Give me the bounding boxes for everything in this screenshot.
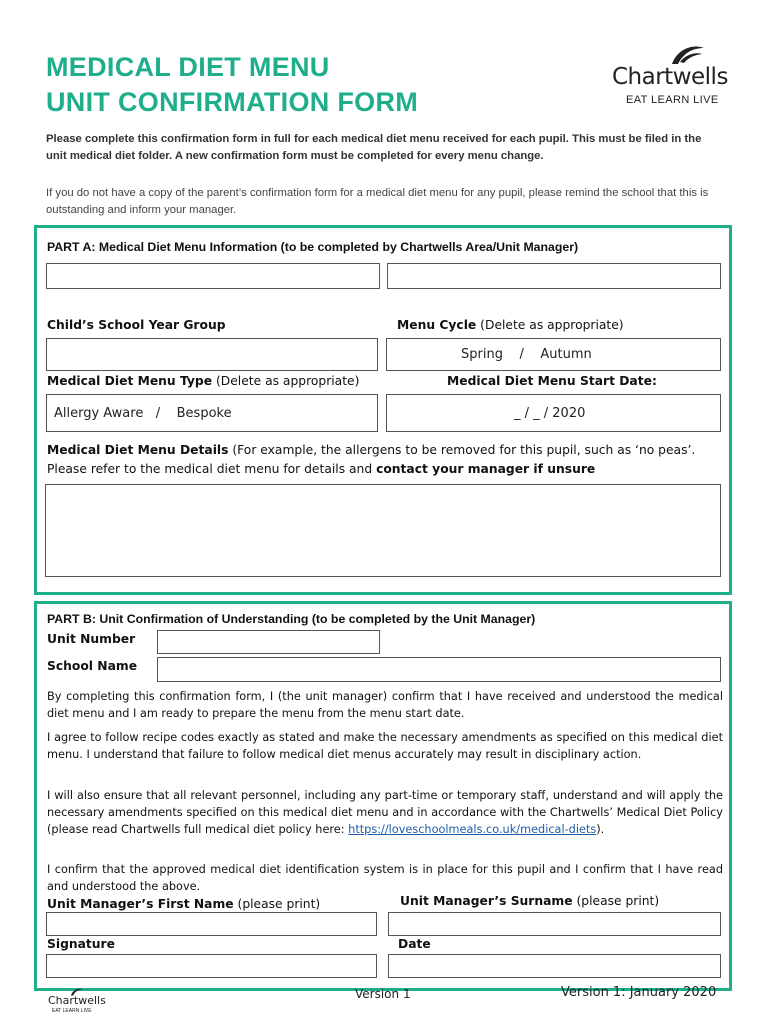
unit-number-field[interactable] bbox=[157, 630, 380, 654]
surname-label: Unit Manager’s Surname (please print) bbox=[400, 894, 660, 908]
part-a-heading: PART A: Medical Diet Menu Information (to be completed by Chartwells Area/Unit Manager) bbox=[47, 240, 579, 254]
medical-diets-link[interactable]: https://loveschoolmeals.co.uk/medical-diets bbox=[348, 823, 597, 836]
confirmation-paragraph-4: I confirm that the approved medical diet identification system is in place for this pupil and I confirm that I have read and understood the above. bbox=[47, 863, 723, 893]
school-name-field[interactable] bbox=[157, 657, 721, 682]
menu-cycle-options: Spring / Autumn bbox=[461, 347, 592, 362]
start-date-value: _ / _ / 2020 bbox=[514, 406, 586, 421]
start-date-label: Medical Diet Menu Start Date: bbox=[447, 374, 657, 388]
part-b-heading: PART B: Unit Confirmation of Understanding (to be completed by the Unit Manager) bbox=[47, 612, 536, 626]
menu-details-label: Medical Diet Menu Details (For example, the allergens to be removed for this pupil, such as ‘no peas’. Please refer to the medical diet menu for details and contact your manager if unsure bbox=[47, 443, 696, 476]
logo-wordmark: Chartwells bbox=[612, 64, 728, 90]
confirmation-paragraph-2: I agree to follow recipe codes exactly as stated and make the necessary amendments as specified on this medical diet menu. I understand that failure to follow medical diet menus accurately may result in disciplinary action. bbox=[47, 731, 723, 761]
menu-type-label: Medical Diet Menu Type (Delete as appropriate) bbox=[47, 374, 360, 388]
menu-details-field[interactable] bbox=[45, 484, 721, 577]
footer-logo bbox=[48, 987, 108, 1017]
menu-type-field[interactable] bbox=[46, 394, 378, 432]
school-name-label: School Name bbox=[47, 659, 138, 673]
title-line-1: MEDICAL DIET MENU bbox=[46, 52, 330, 82]
part-a-field-2[interactable] bbox=[387, 263, 721, 289]
part-a-field-1[interactable] bbox=[46, 263, 380, 289]
title-line-2: UNIT CONFIRMATION FORM bbox=[46, 87, 419, 117]
first-name-label: Unit Manager’s First Name (please print) bbox=[47, 897, 321, 911]
chartwells-logo bbox=[612, 42, 727, 112]
year-group-field[interactable] bbox=[46, 338, 378, 371]
signature-field[interactable] bbox=[46, 954, 377, 978]
footer-version-center: Version 1 bbox=[355, 987, 411, 1001]
confirmation-paragraph-1: By completing this confirmation form, I (the unit manager) confirm that I have received and understood the medical diet menu and I am ready to prepare the menu from the menu start date. bbox=[47, 690, 723, 720]
footer-logo-tagline: EAT LEARN LIVE bbox=[52, 1008, 92, 1014]
intro-instructions: Please complete this confirmation form in full for each medical diet menu received for each pupil. This must be filed in the unit medical diet folder. A new confirmation form must be completed for every menu change. bbox=[46, 133, 702, 162]
year-group-label: Child’s School Year Group bbox=[47, 318, 226, 332]
confirmation-paragraph-3: I will also ensure that all relevant personnel, including any part-time or temporary staff, understand and will apply the necessary amendments specified on this medical diet menu and in accordance with the Chartwells’ Medical Diet Policy (please read Chartwells full medical diet policy here: https://loveschoolmeals.co.uk/medical-diets). bbox=[47, 789, 723, 836]
start-date-field[interactable] bbox=[386, 394, 721, 432]
menu-cycle-field[interactable] bbox=[386, 338, 721, 371]
menu-cycle-label: Menu Cycle (Delete as appropriate) bbox=[397, 318, 624, 332]
unit-number-label: Unit Number bbox=[47, 632, 136, 646]
signature-label: Signature bbox=[47, 937, 115, 951]
footer-logo-wordmark: Chartwells bbox=[48, 994, 106, 1007]
surname-field[interactable] bbox=[388, 912, 721, 936]
footer-version-right: Version 1: January 2020 bbox=[561, 985, 717, 1000]
logo-tagline: EAT LEARN LIVE bbox=[626, 94, 719, 106]
intro-note: If you do not have a copy of the parent’s confirmation form for a medical diet menu for any pupil, please remind the school that this is outstanding and inform your manager. bbox=[46, 187, 709, 216]
first-name-field[interactable] bbox=[46, 912, 377, 936]
date-field[interactable] bbox=[388, 954, 721, 978]
menu-type-options: Allergy Aware / Bespoke bbox=[54, 406, 232, 421]
date-label: Date bbox=[398, 937, 431, 951]
